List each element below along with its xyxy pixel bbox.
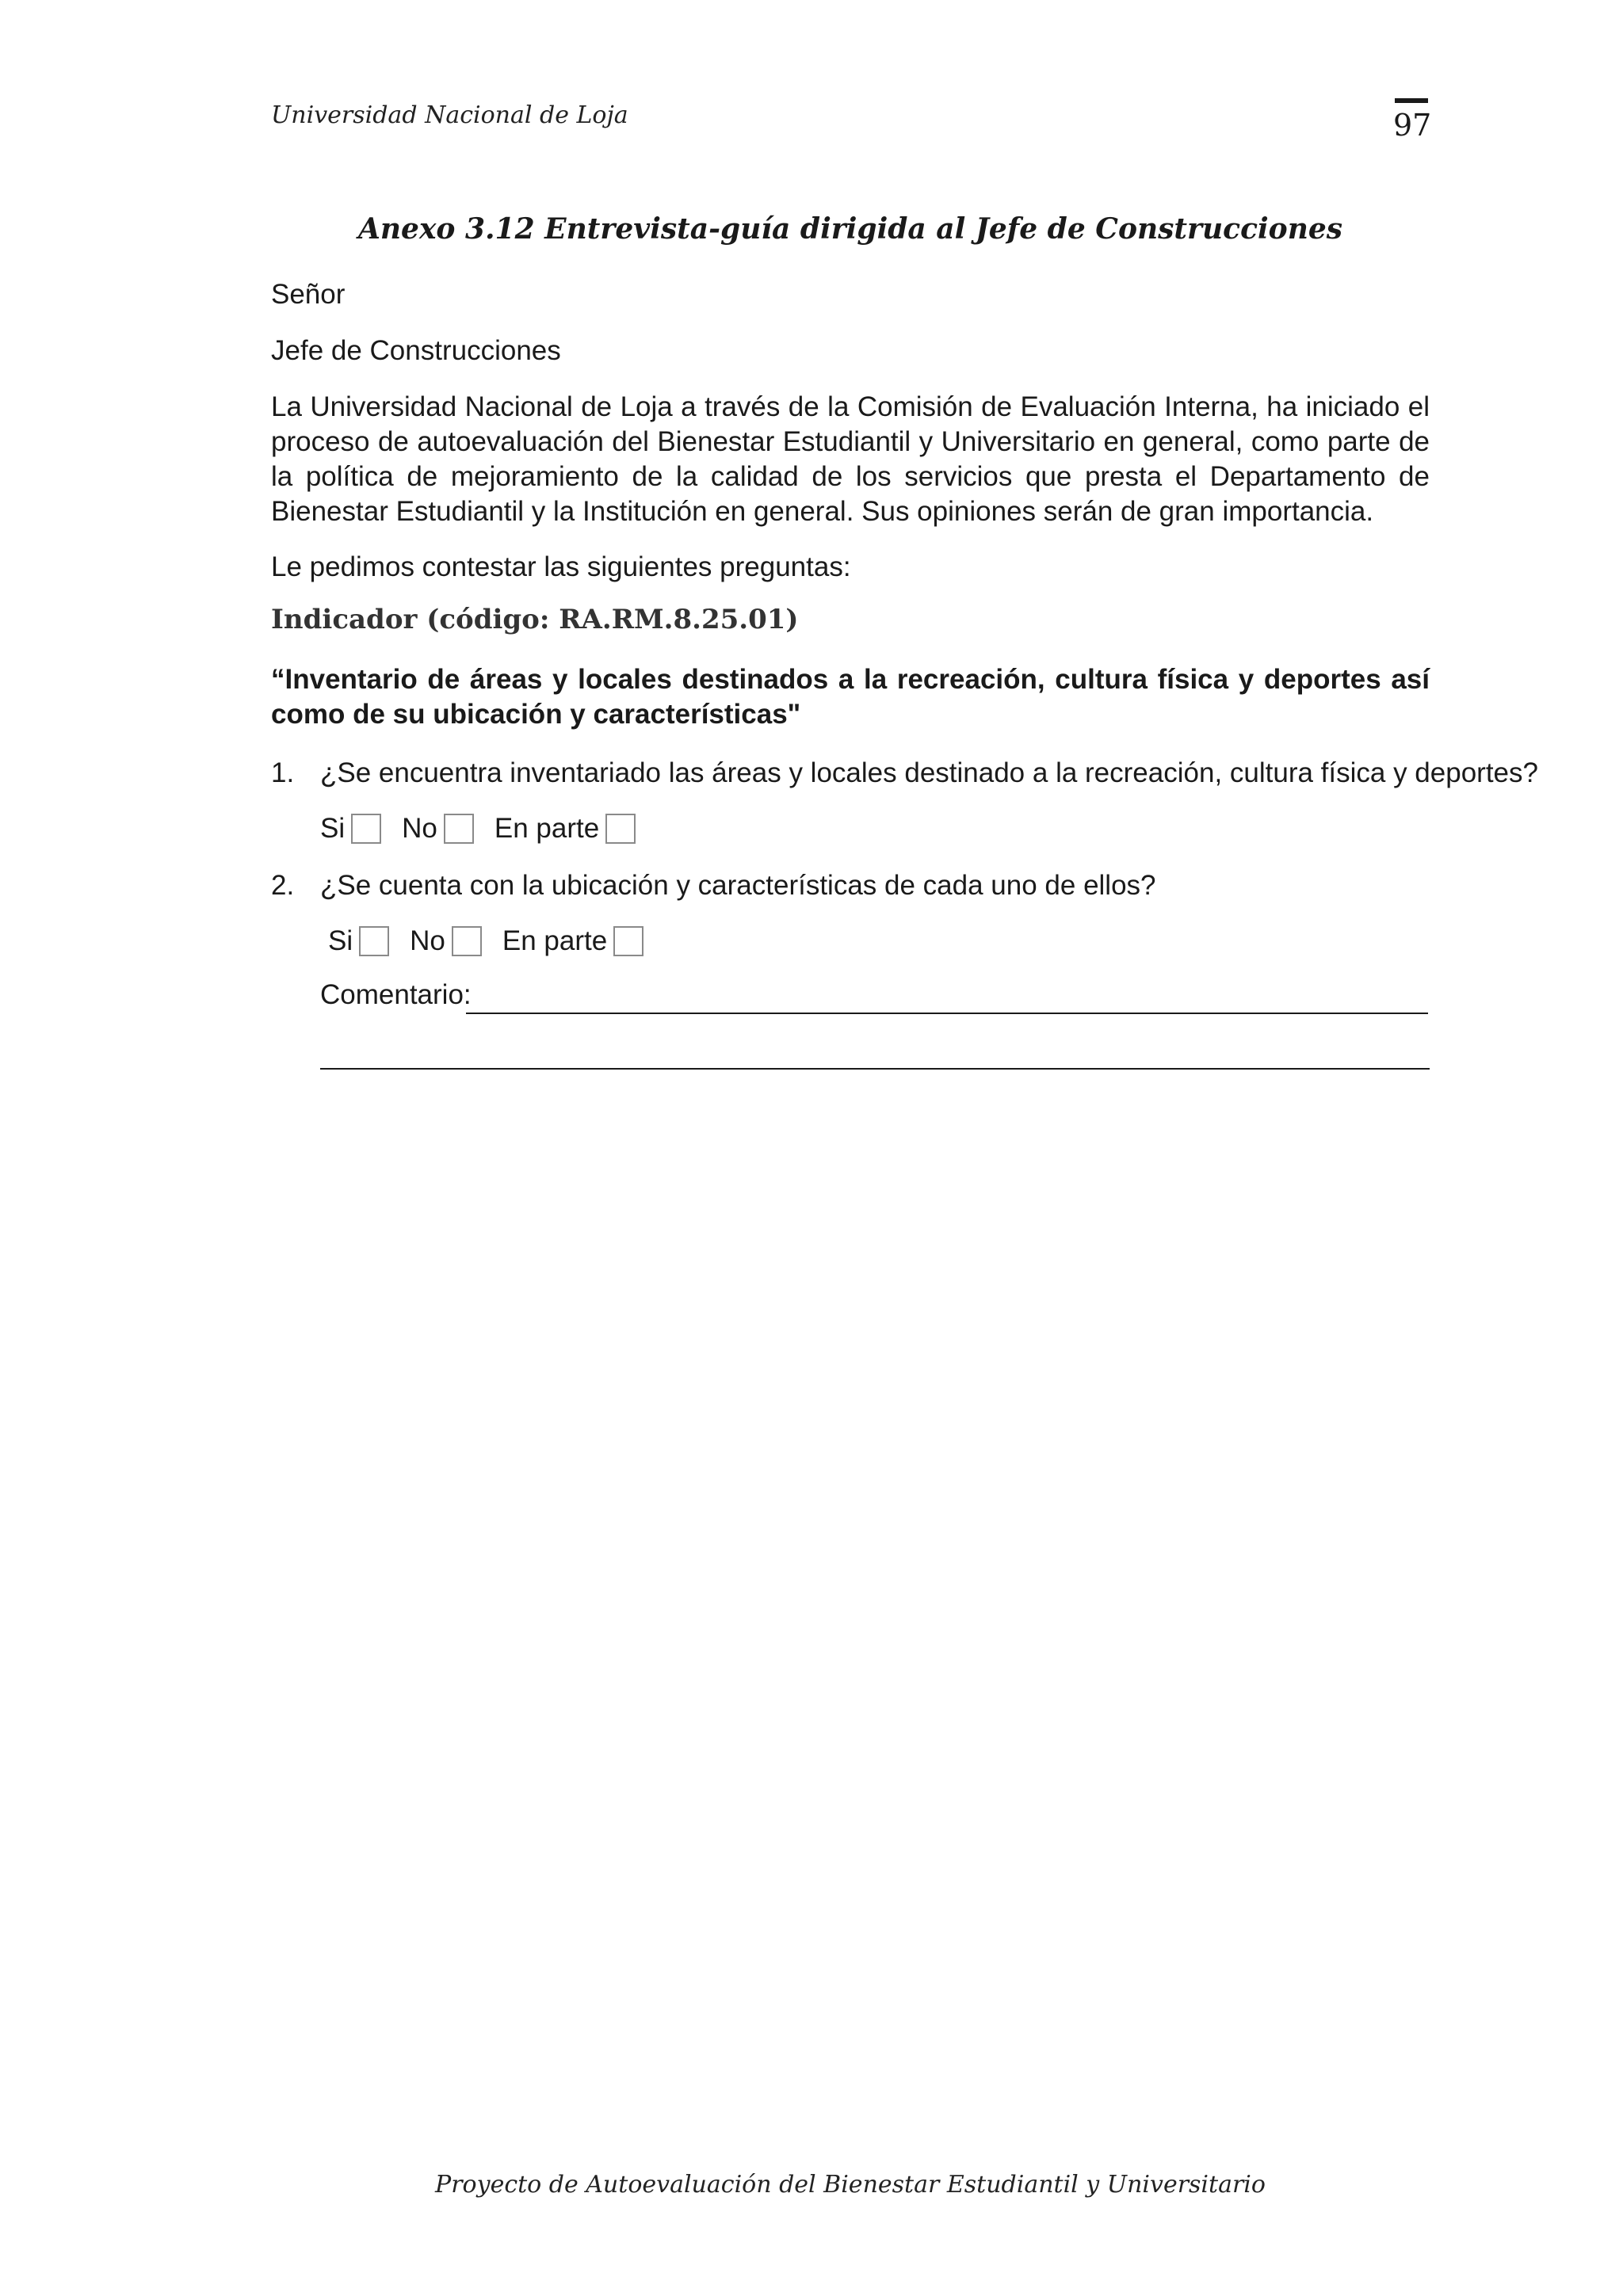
option-no-checkbox[interactable] [452, 926, 482, 956]
comment-label: Comentario: [320, 979, 472, 1010]
running-footer: Proyecto de Autoevaluación del Bienestar Estudiantil y Universitario [435, 2171, 1266, 2199]
recipient: Jefe de Construcciones [271, 335, 561, 366]
question-1-options [320, 813, 656, 845]
question-number: 1. [271, 757, 295, 788]
annex-title: Anexo 3.12 Entrevista-guía dirigida al Jefe de Construcciones [357, 212, 1343, 246]
option-label: En parte [502, 925, 608, 956]
page-number-rule [1395, 98, 1428, 103]
comment-line[interactable] [466, 1013, 1428, 1014]
option-no-checkbox[interactable] [444, 814, 474, 844]
question-text: ¿Se encuentra inventariado las áreas y locales destinado a la recreación, cultura física y deportes? [320, 757, 1538, 788]
running-header: Universidad Nacional de Loja [271, 101, 628, 129]
option-si-checkbox[interactable] [351, 814, 381, 844]
option-label: En parte [494, 813, 600, 844]
question-number: 2. [271, 870, 295, 901]
indicator-code: Indicador (código: RA.RM.8.25.01) [271, 604, 799, 635]
instruction: Le pedimos contestar las siguientes preguntas: [271, 551, 851, 582]
option-en-parte-checkbox[interactable] [605, 814, 636, 844]
option-en-parte-checkbox[interactable] [613, 926, 643, 956]
option-label: No [402, 813, 437, 844]
indicator-description: “Inventario de áreas y locales destinados a la recreación, cultura física y deportes así como de su ubicación y características" [271, 664, 1430, 730]
comment-line[interactable] [320, 1068, 1430, 1070]
option-label: No [410, 925, 445, 956]
salutation: Señor [271, 279, 346, 310]
question-2-options [328, 925, 664, 957]
option-label: Si [320, 813, 346, 844]
option-si-checkbox[interactable] [359, 926, 389, 956]
question-text: ¿Se cuenta con la ubicación y características de cada uno de ellos? [320, 870, 1156, 901]
intro-paragraph: La Universidad Nacional de Loja a través de la Comisión de Evaluación Interna, ha iniciado el proceso de autoevaluación del Bienestar Estudiantil y Universitario en general, como parte de la política de mejoramiento de la calidad de los servicios que presta el Departamento de Bienestar Estudiantil y la Institución en general. Sus opiniones serán de gran importancia. [271, 391, 1430, 527]
page-number: 97 [1393, 108, 1432, 143]
option-label: Si [328, 925, 353, 956]
